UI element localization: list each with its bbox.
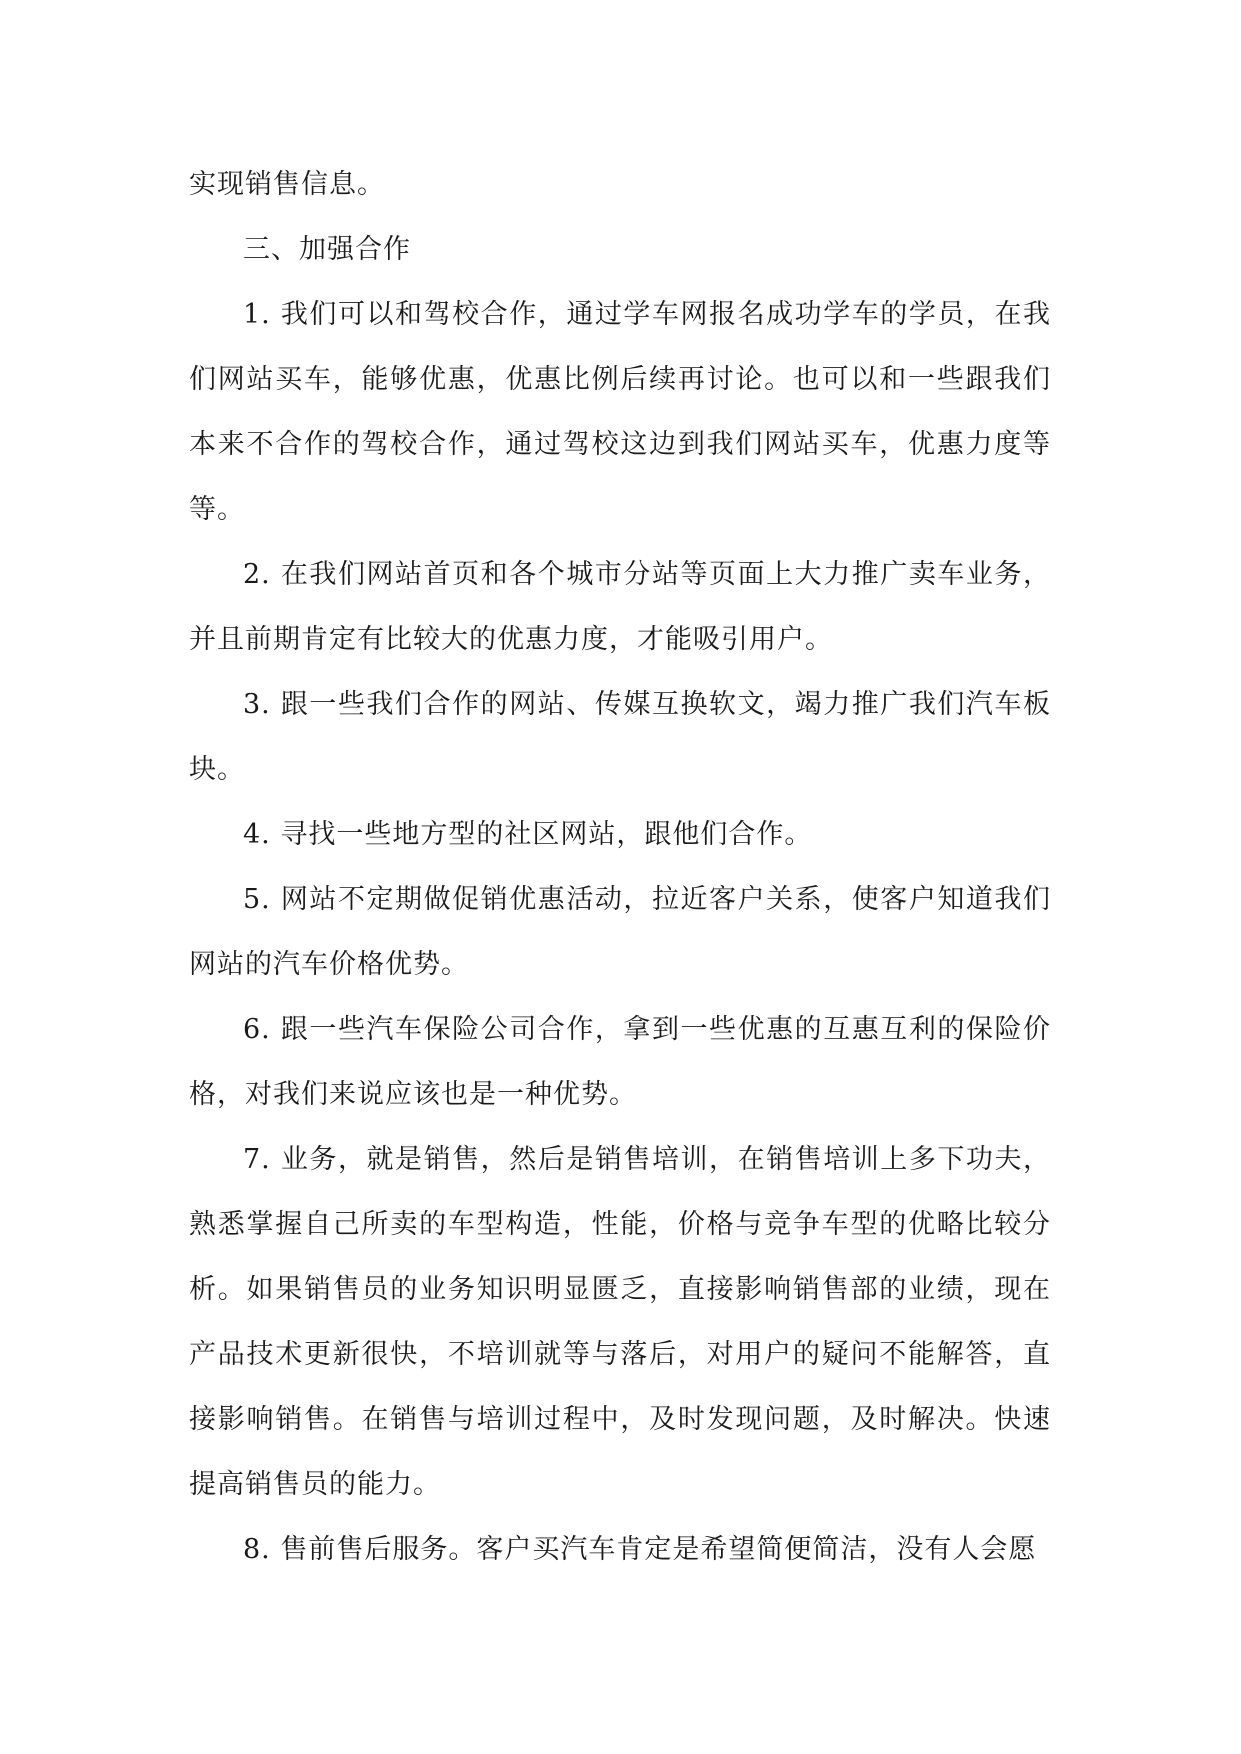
section-heading: 三、加强合作 bbox=[243, 234, 411, 265]
list-item: 7. 业务，就是销售，然后是销售培训，在销售培训上多下功夫，熟悉掌握自己所卖的车型构造，性能，价格与竞争车型的优略比较分析。如果销售员的业务知识明显匮乏，直接影响销售部的业绩，现在产品技术更新很快，不培训就等与落后，对用户的疑问不能解答，直接影响销售。在销售与培训过程中，及时发现问题，及时解决。快速提高销售员的能力。 bbox=[189, 1144, 1051, 1500]
list-item: 3. 跟一些我们合作的网站、传媒互换软文，竭力推广我们汽车板块。 bbox=[189, 689, 1051, 785]
list-item: 8. 售前售后服务。客户买汽车肯定是希望简便简洁，没有人会愿 bbox=[243, 1534, 1037, 1565]
list-item: 5. 网站不定期做促销优惠活动，拉近客户关系，使客户知道我们网站的汽车价格优势。 bbox=[189, 884, 1051, 980]
list-item: 1. 我们可以和驾校合作，通过学车网报名成功学车的学员，在我们网站买车，能够优惠，优惠比例后续再讨论。也可以和一些跟我们本来不合作的驾校合作，通过驾校这边到我们网站买车，优惠力度等等。 bbox=[189, 299, 1051, 525]
paragraph-continuation: 实现销售信息。 bbox=[189, 169, 385, 200]
list-item: 2. 在我们网站首页和各个城市分站等页面上大力推广卖车业务，并且前期肯定有比较大的优惠力度，才能吸引用户。 bbox=[189, 559, 1051, 655]
list-item: 6. 跟一些汽车保险公司合作，拿到一些优惠的互惠互利的保险价格，对我们来说应该也是一种优势。 bbox=[189, 1014, 1051, 1110]
list-item: 4. 寻找一些地方型的社区网站，跟他们合作。 bbox=[243, 819, 813, 850]
document-body bbox=[189, 152, 1051, 1582]
